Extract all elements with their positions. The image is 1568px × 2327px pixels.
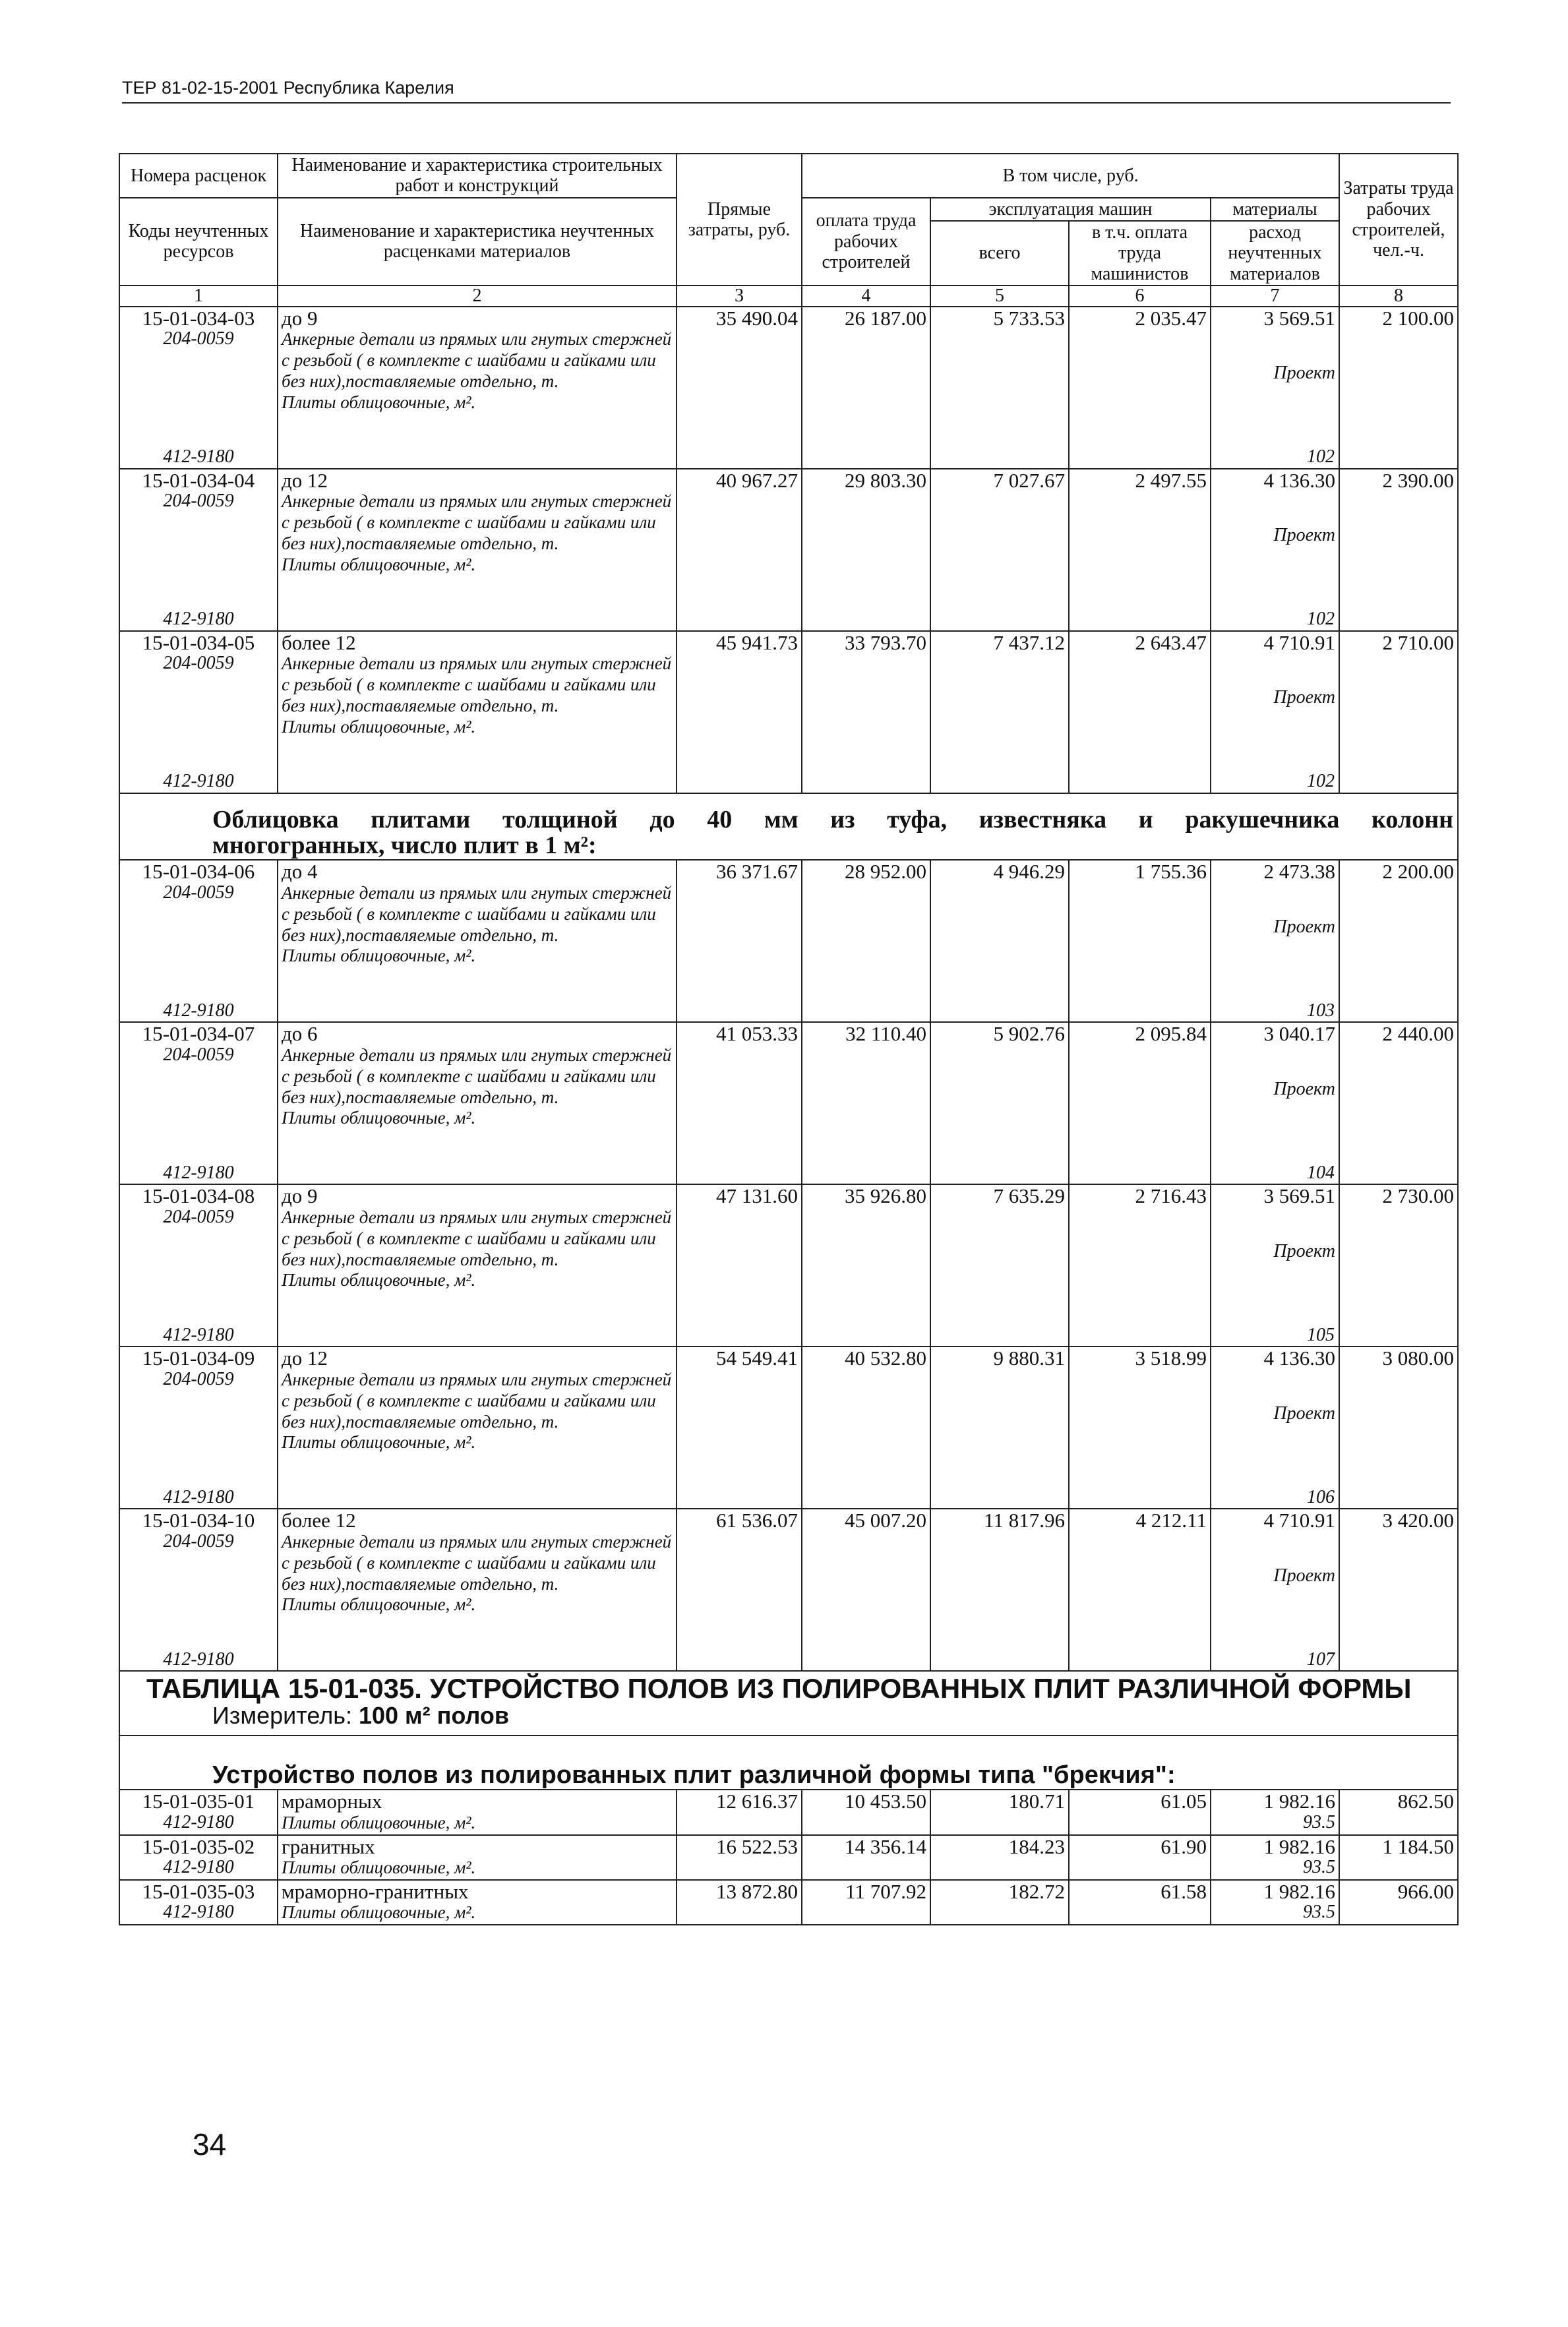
- table-row: [119, 860, 1458, 1022]
- material-anchor: Анкерные детали из прямых или гнутых стержней с резьбой ( в комплекте с шайбами и гайками или без них),поставляемые отдельно, т.: [282, 1207, 672, 1269]
- materials-cell: [1211, 1880, 1339, 1925]
- labor-pay: 40 532.80: [802, 1346, 930, 1509]
- proekt-label: Проект: [1273, 1403, 1336, 1424]
- direct-cost: 61 536.07: [677, 1509, 802, 1671]
- work-name: до 4: [282, 860, 318, 884]
- rate-code-cell: [119, 1790, 278, 1834]
- material-plate: Плиты облицовочные, м².: [282, 1432, 476, 1453]
- material-plate: Плиты облицовочные, м².: [282, 1108, 476, 1128]
- machines-total: 11 817.96: [930, 1509, 1069, 1671]
- resource-code: 412-9180: [163, 1000, 234, 1021]
- materials-cost: 4 136.30: [1263, 1346, 1336, 1370]
- rate-code: 15-01-034-04: [142, 468, 255, 492]
- work-name: до 9: [282, 306, 318, 330]
- resource-code: 204-0059: [163, 882, 234, 903]
- material-plate: Плиты облицовочные, м².: [282, 1902, 476, 1923]
- rate-code: 15-01-035-03: [142, 1879, 255, 1903]
- labor-hours: 2 440.00: [1339, 1022, 1458, 1184]
- col-header-vsego: всего: [930, 221, 1069, 286]
- machinist-pay: 61.90: [1069, 1835, 1211, 1880]
- work-name: более 12: [282, 630, 356, 654]
- rate-code-cell: [119, 1509, 278, 1671]
- labor-hours: 2 710.00: [1339, 631, 1458, 793]
- machines-total: 5 902.76: [930, 1022, 1069, 1184]
- work-name-cell: [278, 1346, 677, 1509]
- plate-consumption: 93.5: [1303, 1902, 1336, 1923]
- work-name-cell: [278, 1880, 677, 1925]
- proekt-label: Проект: [1273, 1240, 1336, 1261]
- work-name-cell: [278, 860, 677, 1022]
- material-plate: Плиты облицовочные, м².: [282, 392, 476, 412]
- labor-hours: 2 390.00: [1339, 469, 1458, 631]
- work-name-cell: [278, 307, 677, 469]
- work-name-cell: [278, 1184, 677, 1346]
- direct-cost: 40 967.27: [677, 469, 802, 631]
- direct-cost: 13 872.80: [677, 1880, 802, 1925]
- work-name: до 12: [282, 468, 328, 492]
- labor-hours: 3 420.00: [1339, 1509, 1458, 1671]
- machinist-pay: 61.05: [1069, 1790, 1211, 1834]
- materials-cost: 4 710.91: [1263, 1509, 1336, 1532]
- labor-pay: 10 453.50: [802, 1790, 930, 1834]
- table-035-subtitle: Устройство полов из полированных плит различной формы типа "брекчия":: [119, 1736, 1458, 1790]
- direct-cost: 35 490.04: [677, 307, 802, 469]
- col-number: 4: [802, 286, 930, 306]
- resource-code: 204-0059: [163, 1530, 234, 1552]
- resource-code: 412-9180: [163, 1486, 234, 1507]
- labor-hours: 966.00: [1339, 1880, 1458, 1925]
- plate-consumption: 102: [1307, 609, 1335, 630]
- materials-cost: 2 473.38: [1263, 860, 1336, 884]
- col-number: 1: [119, 286, 278, 306]
- labor-pay: 32 110.40: [802, 1022, 930, 1184]
- work-name-cell: [278, 469, 677, 631]
- col-header-kody: Коды неучтенных ресурсов: [119, 198, 278, 286]
- materials-cell: [1211, 469, 1339, 631]
- resource-code: 204-0059: [163, 328, 234, 349]
- machines-total: 7 437.12: [930, 631, 1069, 793]
- labor-pay: 28 952.00: [802, 860, 930, 1022]
- work-name-cell: [278, 1835, 677, 1880]
- material-plate: Плиты облицовочные, м².: [282, 1858, 476, 1878]
- machinist-pay: 3 518.99: [1069, 1346, 1211, 1509]
- direct-cost: 41 053.33: [677, 1022, 802, 1184]
- table-row: [119, 1022, 1458, 1184]
- materials-cost: 3 040.17: [1263, 1022, 1336, 1046]
- col-header-nomera: Номера расценок: [119, 154, 278, 198]
- machinist-pay: 2 643.47: [1069, 631, 1211, 793]
- plate-consumption: 105: [1307, 1324, 1335, 1345]
- resource-code: 204-0059: [163, 491, 234, 512]
- proekt-label: Проект: [1273, 1565, 1336, 1586]
- machines-total: 182.72: [930, 1880, 1069, 1925]
- plate-consumption: 93.5: [1303, 1857, 1336, 1878]
- page-number: 34: [193, 2127, 227, 2161]
- rate-code-cell: [119, 631, 278, 793]
- machines-total: 7 635.29: [930, 1184, 1069, 1346]
- labor-pay: 11 707.92: [802, 1880, 930, 1925]
- resource-code: 412-9180: [163, 1857, 234, 1878]
- machinist-pay: 2 497.55: [1069, 469, 1211, 631]
- plate-consumption: 102: [1307, 446, 1335, 468]
- material-anchor: Анкерные детали из прямых или гнутых стержней с резьбой ( в комплекте с шайбами и гайками или без них),поставляемые отдельно, т.: [282, 1531, 672, 1594]
- col-header-vtch: в т.ч. оплата труда машинистов: [1069, 221, 1211, 286]
- plate-consumption: 104: [1307, 1162, 1335, 1183]
- material-anchor: Анкерные детали из прямых или гнутых стержней с резьбой ( в комплекте с шайбами и гайками или без них),поставляемые отдельно, т.: [282, 491, 672, 553]
- plate-consumption: 102: [1307, 771, 1335, 792]
- labor-pay: 14 356.14: [802, 1835, 930, 1880]
- table-row: [119, 631, 1458, 793]
- rate-code: 15-01-034-09: [142, 1346, 255, 1370]
- materials-cell: [1211, 1184, 1339, 1346]
- material-plate: Плиты облицовочные, м².: [282, 716, 476, 737]
- direct-cost: 16 522.53: [677, 1835, 802, 1880]
- materials-cell: [1211, 1835, 1339, 1880]
- plate-consumption: 103: [1307, 1000, 1335, 1021]
- rate-code-cell: [119, 469, 278, 631]
- labor-hours: 862.50: [1339, 1790, 1458, 1834]
- machines-total: 5 733.53: [930, 307, 1069, 469]
- machinist-pay: 61.58: [1069, 1880, 1211, 1925]
- work-name-cell: [278, 1022, 677, 1184]
- rate-code: 15-01-034-10: [142, 1509, 255, 1532]
- rate-code-cell: [119, 1346, 278, 1509]
- materials-cost: 3 569.51: [1263, 306, 1336, 330]
- work-name: до 9: [282, 1184, 318, 1208]
- table-035-measure: [119, 1703, 1458, 1736]
- labor-hours: 2 100.00: [1339, 307, 1458, 469]
- direct-cost: 36 371.67: [677, 860, 802, 1022]
- col-header-pryamye: Прямые затраты, руб.: [677, 154, 802, 286]
- machines-total: 4 946.29: [930, 860, 1069, 1022]
- table-row: [119, 1790, 1458, 1834]
- col-header-rashod: расход неучтенных материалов: [1211, 221, 1339, 286]
- labor-hours: 2 200.00: [1339, 860, 1458, 1022]
- measure-value: 100 м² полов: [358, 1702, 510, 1730]
- group-035: [119, 1790, 1458, 1925]
- resource-code: 204-0059: [163, 653, 234, 674]
- work-name-cell: [278, 1509, 677, 1671]
- section-heading-cont: многогранных, число плит в 1 м²:: [119, 833, 1458, 860]
- machinist-pay: 1 755.36: [1069, 860, 1211, 1022]
- proekt-label: Проект: [1273, 525, 1336, 546]
- materials-cost: 3 569.51: [1263, 1184, 1336, 1208]
- col-header-materialy: материалы: [1211, 198, 1339, 221]
- machinist-pay: 2 716.43: [1069, 1184, 1211, 1346]
- col-header-name-works: Наименование и характеристика строительных работ и конструкций: [278, 154, 677, 198]
- work-name: мраморных: [282, 1790, 382, 1813]
- material-anchor: Анкерные детали из прямых или гнутых стержней с резьбой ( в комплекте с шайбами и гайками или без них),поставляемые отдельно, т.: [282, 882, 672, 945]
- col-number: 6: [1069, 286, 1211, 306]
- direct-cost: 54 549.41: [677, 1346, 802, 1509]
- proekt-label: Проект: [1273, 363, 1336, 384]
- materials-cost: 4 136.30: [1263, 468, 1336, 492]
- col-header-vtom: В том числе, руб.: [802, 154, 1339, 198]
- proekt-label: Проект: [1273, 1078, 1336, 1099]
- direct-cost: 47 131.60: [677, 1184, 802, 1346]
- labor-pay: 26 187.00: [802, 307, 930, 469]
- material-plate: Плиты облицовочные, м².: [282, 1270, 476, 1290]
- rate-code-cell: [119, 860, 278, 1022]
- col-header-ekspl: эксплуатация машин: [930, 198, 1211, 221]
- rate-code: 15-01-035-01: [142, 1790, 255, 1813]
- resource-code: 412-9180: [163, 609, 234, 630]
- material-anchor: Анкерные детали из прямых или гнутых стержней с резьбой ( в комплекте с шайбами и гайками или без них),поставляемые отдельно, т.: [282, 329, 672, 391]
- table-row: [119, 1835, 1458, 1880]
- labor-pay: 33 793.70: [802, 631, 930, 793]
- materials-cost: 1 982.16: [1263, 1879, 1336, 1903]
- table-row: [119, 1346, 1458, 1509]
- work-name-cell: [278, 1790, 677, 1834]
- rate-code-cell: [119, 1022, 278, 1184]
- col-number: 8: [1339, 286, 1458, 306]
- section-heading: Облицовка плитами толщиной до 40 мм из туфа, известняка и ракушечника колонн: [119, 793, 1458, 833]
- rate-code: 15-01-035-02: [142, 1834, 255, 1858]
- table-row: [119, 1880, 1458, 1925]
- document-header: ТЕР 81-02-15-2001 Республика Карелия: [122, 78, 1451, 104]
- materials-cell: [1211, 631, 1339, 793]
- material-plate: Плиты облицовочные, м².: [282, 1812, 476, 1832]
- col-number: 2: [278, 286, 677, 306]
- group-034-a: [119, 307, 1458, 793]
- price-table: [119, 153, 1459, 1925]
- machines-total: 180.71: [930, 1790, 1069, 1834]
- table-row: [119, 469, 1458, 631]
- table-row: [119, 1184, 1458, 1346]
- machinist-pay: 2 035.47: [1069, 307, 1211, 469]
- material-anchor: Анкерные детали из прямых или гнутых стержней с резьбой ( в комплекте с шайбами и гайками или без них),поставляемые отдельно, т.: [282, 1369, 672, 1432]
- proekt-label: Проект: [1273, 687, 1336, 708]
- material-plate: Плиты облицовочные, м².: [282, 554, 476, 574]
- work-name: до 6: [282, 1022, 318, 1046]
- resource-code: 412-9180: [163, 771, 234, 792]
- plate-consumption: 93.5: [1303, 1811, 1336, 1832]
- resource-code: 412-9180: [163, 1902, 234, 1923]
- material-plate: Плиты облицовочные, м².: [282, 946, 476, 966]
- machines-total: 184.23: [930, 1835, 1069, 1880]
- labor-pay: 29 803.30: [802, 469, 930, 631]
- machinist-pay: 2 095.84: [1069, 1022, 1211, 1184]
- materials-cell: [1211, 1509, 1339, 1671]
- col-number: 5: [930, 286, 1069, 306]
- resource-code: 412-9180: [163, 1811, 234, 1832]
- work-name: более 12: [282, 1509, 356, 1532]
- resource-code: 204-0059: [163, 1206, 234, 1227]
- plate-consumption: 107: [1307, 1648, 1335, 1670]
- rate-code-cell: [119, 307, 278, 469]
- material-plate: Плиты облицовочные, м².: [282, 1594, 476, 1615]
- resource-code: 412-9180: [163, 446, 234, 468]
- rate-code-cell: [119, 1184, 278, 1346]
- machines-total: 7 027.67: [930, 469, 1069, 631]
- machinist-pay: 4 212.11: [1069, 1509, 1211, 1671]
- rate-code: 15-01-034-08: [142, 1184, 255, 1208]
- resource-code: 412-9180: [163, 1648, 234, 1670]
- materials-cell: [1211, 1022, 1339, 1184]
- materials-cost: 1 982.16: [1263, 1834, 1336, 1858]
- col-header-name-materials: Наименование и характеристика неучтенных расценками материалов: [278, 198, 677, 286]
- material-anchor: Анкерные детали из прямых или гнутых стержней с резьбой ( в комплекте с шайбами и гайками или без них),поставляемые отдельно, т.: [282, 653, 672, 715]
- group-034-b: [119, 860, 1458, 1671]
- direct-cost: 12 616.37: [677, 1790, 802, 1834]
- materials-cell: [1211, 1346, 1339, 1509]
- table-035-title: ТАБЛИЦА 15-01-035. УСТРОЙСТВО ПОЛОВ ИЗ ПОЛИРОВАННЫХ ПЛИТ РАЗЛИЧНОЙ ФОРМЫ: [119, 1671, 1458, 1703]
- rate-code-cell: [119, 1880, 278, 1925]
- rate-code: 15-01-034-06: [142, 860, 255, 884]
- plate-consumption: 106: [1307, 1486, 1335, 1507]
- materials-cell: [1211, 1790, 1339, 1834]
- col-header-zatraty: Затраты труда рабочих строителей, чел.-ч.: [1339, 154, 1458, 286]
- labor-hours: 2 730.00: [1339, 1184, 1458, 1346]
- materials-cell: [1211, 307, 1339, 469]
- materials-cost: 4 710.91: [1263, 630, 1336, 654]
- resource-code: 412-9180: [163, 1324, 234, 1345]
- proekt-label: Проект: [1273, 916, 1336, 937]
- table-row: [119, 1509, 1458, 1671]
- materials-cost: 1 982.16: [1263, 1790, 1336, 1813]
- work-name-cell: [278, 631, 677, 793]
- machines-total: 9 880.31: [930, 1346, 1069, 1509]
- col-number: 3: [677, 286, 802, 306]
- rate-code: 15-01-034-05: [142, 630, 255, 654]
- materials-cell: [1211, 860, 1339, 1022]
- resource-code: 204-0059: [163, 1368, 234, 1389]
- resource-code: 412-9180: [163, 1162, 234, 1183]
- resource-code: 204-0059: [163, 1044, 234, 1065]
- labor-hours: 1 184.50: [1339, 1835, 1458, 1880]
- rate-code: 15-01-034-07: [142, 1022, 255, 1046]
- rate-code-cell: [119, 1835, 278, 1880]
- work-name: гранитных: [282, 1834, 375, 1858]
- rate-code: 15-01-034-03: [142, 306, 255, 330]
- direct-cost: 45 941.73: [677, 631, 802, 793]
- col-number: 7: [1211, 286, 1339, 306]
- material-anchor: Анкерные детали из прямых или гнутых стержней с резьбой ( в комплекте с шайбами и гайками или без них),поставляемые отдельно, т.: [282, 1044, 672, 1107]
- labor-hours: 3 080.00: [1339, 1346, 1458, 1509]
- col-header-oplata: оплата труда рабочих строителей: [802, 198, 930, 286]
- table-row: [119, 307, 1458, 469]
- labor-pay: 35 926.80: [802, 1184, 930, 1346]
- work-name: мраморно-гранитных: [282, 1879, 469, 1903]
- work-name: до 12: [282, 1346, 328, 1370]
- measure-label: Измеритель:: [212, 1702, 352, 1730]
- labor-pay: 45 007.20: [802, 1509, 930, 1671]
